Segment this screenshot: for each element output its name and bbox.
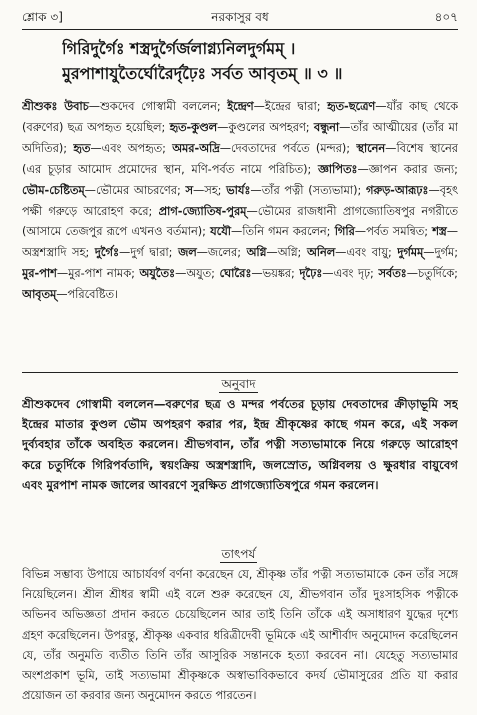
synonym-word: বন্ধুনা (313, 120, 340, 134)
page-number: ৪০৭ (434, 10, 458, 24)
synonym-word: হৃত (73, 141, 91, 155)
purport-heading: তাৎপর্য (221, 547, 256, 561)
synonym-word: ভার্যঃ (226, 183, 251, 197)
synonym-word: হৃত-ছত্রেণ (327, 100, 376, 113)
synonym-word: হৃত-কুণ্ডল (169, 120, 218, 134)
synonym-meaning: —তাঁর পত্নী (সত্যভামা); (250, 183, 367, 197)
synonym-word: অমর-অদ্রি (172, 141, 220, 155)
synonym-word: স (185, 183, 193, 197)
synonym-word: আবৃতম্ (22, 288, 57, 302)
translation-heading: অনুবাদ (221, 377, 256, 391)
synonym-meaning: —কুণ্ডলের অপহরণ; (217, 120, 314, 134)
synonym-word: ঘোরৈঃ (219, 267, 252, 281)
synonym-meaning: —জ্ঞাপন করার জন্য; (357, 162, 458, 176)
synonym-word: দৃঢ়ৈঃ (299, 267, 323, 281)
synonym-meaning: —বৃহৎ পক্ষী গরুড়ে আরোহণ করে; (22, 183, 458, 218)
running-header (22, 6, 458, 28)
synonym-meaning: —সহ; (192, 183, 227, 197)
synonym-meaning: —দেবতাদের পর্বতে (মন্দর); (219, 141, 357, 155)
synonym-word: জল (178, 246, 197, 260)
synonym-word: গরুড়-আরূঢ়ঃ (366, 183, 429, 197)
synonym-word: অগ্নি (246, 246, 267, 260)
synonym-word: দুর্গমম্ (397, 246, 424, 260)
synonym-word: মুর-পাশ (22, 267, 57, 281)
synonym-word: স্থানেন (356, 141, 386, 155)
synonym-meaning: —ভৌমের আচরণের; (84, 183, 186, 197)
synonym-meaning: —এবং অপহৃত; (90, 141, 173, 155)
synonym-meaning: —তাঁর আত্মীয়ের (তাঁর মা অদিতির); (22, 120, 458, 155)
synonym-meaning: —অস্ত্রশস্ত্রাদি সহ; (22, 225, 458, 260)
synonym-meaning: —এবং বায়ু; (335, 246, 398, 260)
synonym-meaning: —তিনি গমন করলেন; (230, 225, 335, 239)
synonym-word: দুর্গৈঃ (94, 246, 119, 260)
synonym-word: ভৌম-চেষ্টিতম্ (22, 183, 85, 197)
synonym-meaning: —ইন্দ্রের দ্বারা; (253, 100, 328, 113)
synonym-meaning: —দুর্গ দ্বারা; (118, 246, 179, 260)
header-verse-ref: শ্লোক ৩] (22, 10, 63, 24)
verse-line-2: মুরপাশাযুতৈর্ঘোরৈর্দৃঢ়ৈঃ সর্বত আবৃতম্ ॥ ৩ ॥ (62, 64, 343, 83)
synonym-word: শস্ত্র (432, 225, 447, 239)
synonym-meaning: —বিশেষ স্থানের (এর চূড়ার আমোদ প্রমোদের স্থান, মণি-পর্বত নামে পরিচিত); (22, 141, 458, 176)
synonym-meaning: —অগ্নি; (266, 246, 307, 260)
synonym-meaning: —দুর্গম; (423, 246, 458, 260)
synonym-meaning: —জলের; (196, 246, 247, 260)
synonym-meaning: —এবং দৃঢ়; (322, 267, 379, 281)
synonym-word: যযৌ (210, 225, 231, 239)
translation-text: শ্রীশুকদেব গোস্বামী বললেন—বরুণের ছত্র ও মন্দর পর্বতের চূড়ায় দেবতাদের ক্রীড়াভূমি সহ ইন্দ্রের মাতার কুণ্ডল ভৌম অপহরণ করার পর, ইন্দ্র শ্রীকৃষ্ণের কাছে গমন করে, এই সকল দুর্ব্যবহার তাঁকে অবহিত করলেন। শ্রীভগবান, তাঁর পত্নী সত্যভামাকে নিয়ে গরুড়ে আরোহণ করে চতুর্দিকে গিরিপর্বতাদি, স্বয়ংক্রিয় অস্ত্রশস্ত্রাদি, জলস্রোত, অগ্নিবলয় ও ক্ষুরধার বায়ুবেগ এবং মুরপাশ নামক জালের আবরণে সুরক্ষিত প্রাগজ্যোতিষপুরে গমন করলেন। (22, 397, 458, 492)
purport-text: বিভিন্ন সম্ভাব্য উপায়ে আচার্যবর্গ বর্ণনা করেছেন যে, শ্রীকৃষ্ণ তাঁর পত্নী সত্যভামাকে কেন তাঁর সঙ্গে নিয়েছিলেন। শ্রীল শ্রীধর স্বামী এই বলে শুরু করেছেন যে, শ্রীভগবান তাঁর দুঃসাহসিক পত্নীকে অভিনব অভিজ্ঞতা প্রদান করতে চেয়েছিলেন আর তাই তিনি তাঁকে এই অসাধারণ যুদ্ধের দৃশ্যে গ্রহণ করেছিলেন। উপরন্তু, শ্রীকৃষ্ণ একবার ধরিত্রীদেবী ভূমিকে এই আশীর্বাদ অনুমোদন করেছিলেন যে, তাঁর অনুমতি ব্যতীত তিনি তাঁর আসুরিক সন্তানকে হত্যা করবেন না। যেহেতু সত্যভামার অংশপ্রকাশ ভূমি, তাই সত্যভামা শ্রীকৃষ্ণকে অস্বাভাবিকভাবে কদর্য ভৌমাসুরের প্রতি যা করার প্রয়োজন তা করবার জন্য অনুমোদন করতে পারতেন। (22, 568, 458, 703)
synonym-word: গিরি (334, 225, 355, 239)
synonym-word: শ্রীশুকঃ উবাচ (22, 100, 89, 113)
synonym-meaning: —যাঁর কাছ থেকে (বরুণের) ছত্র অপহৃত হয়েছিল; (22, 100, 458, 134)
synonyms-rule (22, 372, 458, 373)
synonym-meaning: —মুর-পাশ নামক; (56, 267, 140, 281)
synonym-meaning: —ভয়ঙ্কর; (251, 267, 300, 281)
header-rule (22, 29, 458, 30)
synonym-word: সর্বতঃ (378, 267, 407, 281)
synonym-meaning: —পরিবেষ্টিত। (56, 288, 118, 302)
header-chapter-title: নরকাসুর বধ (211, 10, 269, 24)
synonym-meaning: —পর্বত সমন্বিত; (354, 225, 433, 239)
synonym-meaning: —চতুর্দিকে; (406, 267, 458, 281)
synonym-word: অনিল (306, 246, 336, 260)
synonym-meaning: —অযুত; (175, 267, 220, 281)
synonym-word: জ্ঞাপিতঃ (317, 162, 358, 176)
verse-line-1: গিরিদুর্গৈঃ শস্ত্রদুর্গৈর্জলাগ্ন্যনিলদুর্গমম্ । (62, 39, 296, 58)
synonym-meaning: —শুকদেব গোস্বামী বললেন; (88, 100, 228, 113)
word-for-word-synonyms (22, 97, 458, 367)
synonym-word: প্রাগ-জ্যোতিষ-পুরম্ (158, 204, 247, 218)
synonym-word: ইন্দ্রেণ (227, 100, 254, 113)
synonym-meaning: —ভৌমের রাজধানী প্রাগজ্যোতিষপুর নগরীতে (আসামে তেজপুর রূপে এখনও বর্তমান); (22, 204, 458, 239)
synonym-word: অযুতৈঃ (139, 267, 176, 281)
